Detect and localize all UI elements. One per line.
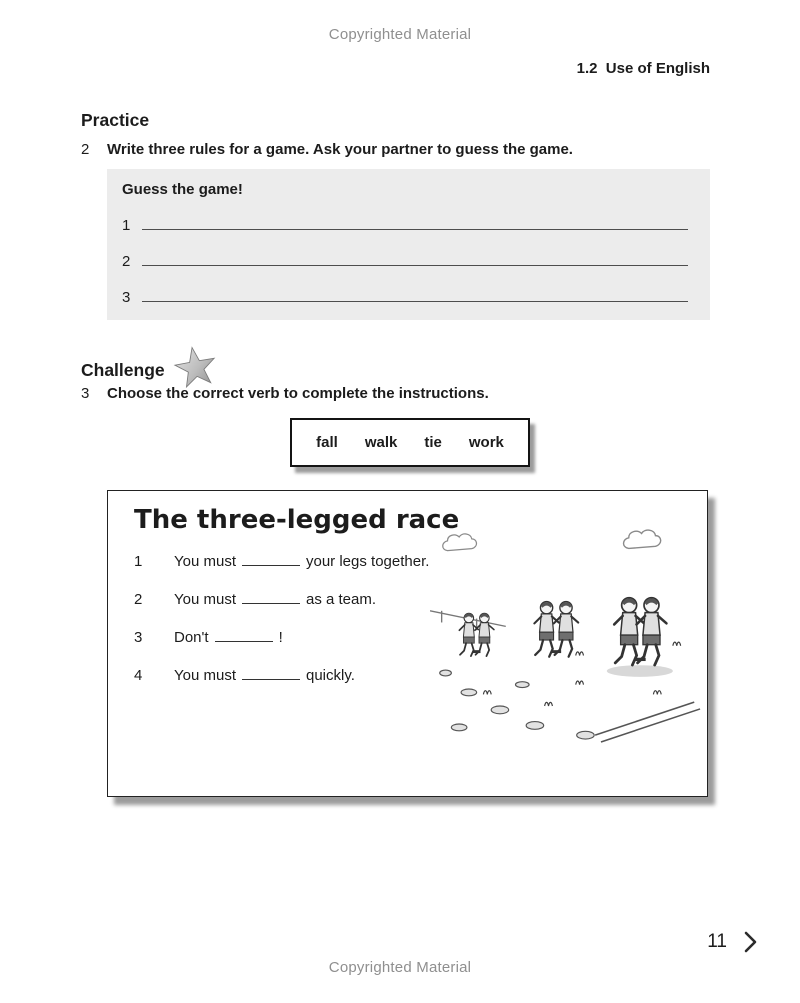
answer-blank <box>215 629 273 642</box>
exercise-2 <box>81 140 573 159</box>
line-number: 2 <box>122 253 131 270</box>
worksheet-item-2 <box>134 591 464 629</box>
item-text-after: ! <box>278 629 283 646</box>
item-text <box>174 667 355 684</box>
chevron-right-icon[interactable] <box>744 931 758 953</box>
worksheet-item-3 <box>134 629 464 667</box>
practice-heading: Practice <box>81 110 150 130</box>
item-number: 2 <box>134 591 143 608</box>
answer-blank <box>242 591 300 604</box>
copyright-bottom: Copyrighted Material <box>328 959 472 976</box>
word-bank-word: fall <box>316 434 338 451</box>
line-number: 1 <box>122 217 131 234</box>
worksheet-item-1 <box>134 553 464 591</box>
exercise-2-number: 2 <box>81 141 90 158</box>
answer-line-3 <box>122 270 688 306</box>
guess-the-game-box <box>107 169 710 320</box>
word-bank-word: walk <box>364 434 398 451</box>
item-text-before: You must <box>174 591 236 608</box>
three-legged-race-illustration <box>430 529 702 748</box>
item-number: 4 <box>134 667 143 684</box>
answer-line-1 <box>122 198 688 234</box>
word-bank-word: work <box>468 434 504 451</box>
line-number: 3 <box>122 289 131 306</box>
item-text-after: your legs together. <box>306 553 430 570</box>
challenge-heading: Challenge <box>81 359 165 380</box>
page-number: 11 <box>707 931 727 952</box>
item-number: 1 <box>134 553 143 570</box>
item-text <box>174 629 283 646</box>
item-text <box>174 553 429 570</box>
copyright-top: Copyrighted Material <box>328 26 472 43</box>
exercise-3-number: 3 <box>81 385 90 402</box>
answer-blank <box>242 553 300 566</box>
answer-blank <box>242 667 300 680</box>
worksheet-item-4 <box>134 667 464 705</box>
page-footer <box>707 931 758 953</box>
item-number: 3 <box>134 629 143 646</box>
item-text-before: You must <box>174 553 236 570</box>
worksheet-items <box>134 553 464 705</box>
exercise-3 <box>81 384 489 403</box>
worksheet-box <box>107 490 708 797</box>
guess-box-title: Guess the game! <box>122 181 243 198</box>
worksheet-title: The three-legged race <box>134 505 460 535</box>
answer-line-2 <box>122 234 688 270</box>
item-text-after: as a team. <box>306 591 377 608</box>
item-text-before: Don't <box>174 629 209 646</box>
item-text-before: You must <box>174 667 236 684</box>
word-bank-word: tie <box>424 434 442 451</box>
section-header: 1.2 Use of English <box>576 60 710 77</box>
item-text-after: quickly. <box>306 667 355 684</box>
writing-rule-line <box>142 301 688 302</box>
writing-rule-line <box>142 265 688 266</box>
writing-rule-line <box>142 229 688 230</box>
exercise-3-instruction: Choose the correct verb to complete the instructions. <box>107 385 489 402</box>
item-text <box>174 591 376 608</box>
word-bank-box <box>290 418 530 467</box>
exercise-2-instruction: Write three rules for a game. Ask your partner to guess the game. <box>107 141 573 158</box>
